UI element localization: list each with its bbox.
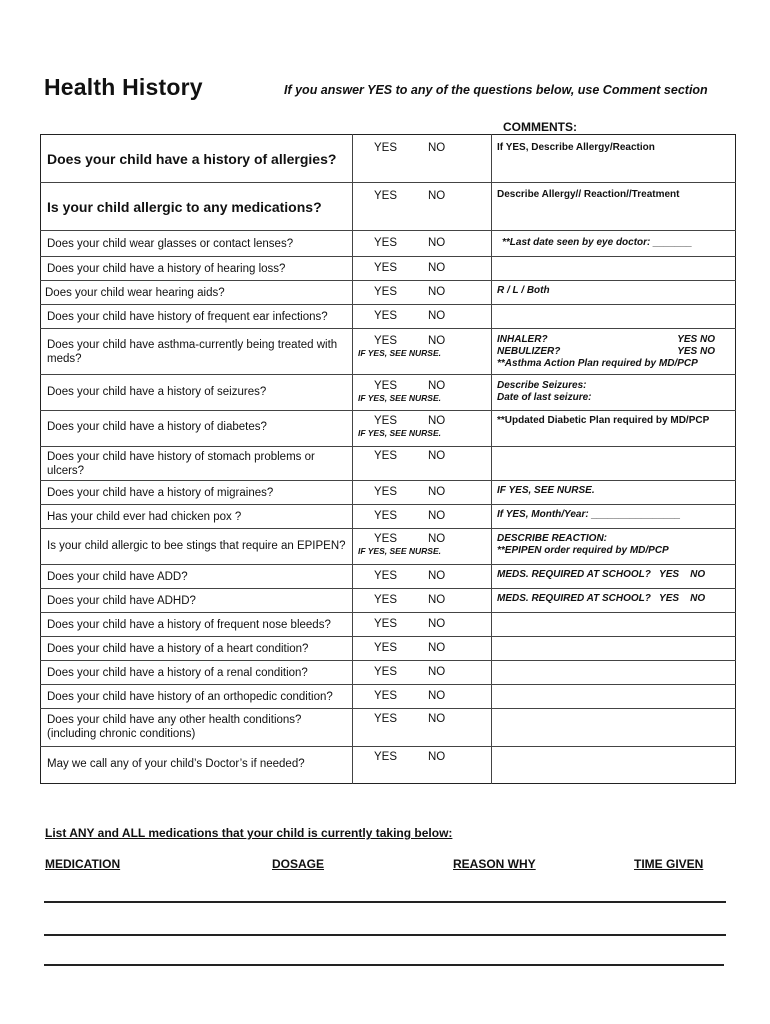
medication-entry-line[interactable] xyxy=(44,964,724,966)
no-option[interactable]: NO xyxy=(428,642,446,654)
yes-option[interactable]: YES xyxy=(374,190,398,202)
question-row xyxy=(40,660,736,684)
comment-line xyxy=(497,346,729,358)
comment-text xyxy=(497,380,729,404)
question-row xyxy=(40,182,736,230)
no-option[interactable]: NO xyxy=(428,262,446,274)
yes-option[interactable]: YES xyxy=(374,310,398,322)
no-option[interactable]: NO xyxy=(428,751,446,763)
question-row xyxy=(40,328,736,374)
question-row xyxy=(40,588,736,612)
comment-text: IF YES, SEE NURSE. xyxy=(497,485,595,496)
yes-option[interactable]: YES xyxy=(374,713,398,725)
no-option[interactable]: NO xyxy=(428,450,446,462)
see-nurse-note: IF YES, SEE NURSE. xyxy=(358,428,441,438)
yes-option[interactable]: YES xyxy=(374,594,398,606)
no-option[interactable]: NO xyxy=(428,690,446,702)
no-option[interactable]: NO xyxy=(428,335,446,347)
inhaler-yes-no: YES NO xyxy=(677,334,715,345)
no-option[interactable]: NO xyxy=(428,310,446,322)
question-text: Does your child wear glasses or contact lenses? xyxy=(47,238,294,250)
comment-line xyxy=(497,334,729,346)
yes-option[interactable]: YES xyxy=(374,286,398,298)
yes-option[interactable]: YES xyxy=(374,262,398,274)
question-row xyxy=(40,612,736,636)
yes-option[interactable]: YES xyxy=(374,486,398,498)
question-row xyxy=(40,708,736,746)
page-title: Health History xyxy=(44,74,203,100)
nebulizer-yes-no: YES NO xyxy=(677,346,715,357)
yes-option[interactable]: YES xyxy=(374,642,398,654)
question-row xyxy=(40,280,736,304)
see-nurse-note: IF YES, SEE NURSE. xyxy=(358,393,441,403)
question-row xyxy=(40,256,736,280)
yes-option[interactable]: YES xyxy=(374,237,398,249)
question-row xyxy=(40,230,736,256)
no-option[interactable]: NO xyxy=(428,666,446,678)
comment-line: DESCRIBE REACTION: xyxy=(497,533,608,544)
question-row xyxy=(40,528,736,564)
question-text: Does your child have history of stomach problems or ulcers? xyxy=(47,451,315,477)
question-text: Is your child allergic to any medications? xyxy=(47,199,322,215)
comment-line: Date of last seizure: xyxy=(497,392,592,403)
yes-option[interactable]: YES xyxy=(374,533,398,545)
question-text: Is your child allergic to bee stings that require an EPIPEN? xyxy=(47,540,346,552)
question-text: Does your child have a history of seizures? xyxy=(47,386,267,398)
yes-option[interactable]: YES xyxy=(374,335,398,347)
no-option[interactable]: NO xyxy=(428,533,446,545)
yes-option[interactable]: YES xyxy=(374,690,398,702)
yes-option[interactable]: YES xyxy=(374,570,398,582)
no-option[interactable]: NO xyxy=(428,570,446,582)
question-row xyxy=(40,446,736,480)
no-option[interactable]: NO xyxy=(428,380,446,392)
medication-entry-line[interactable] xyxy=(44,901,726,903)
comment-line: **Asthma Action Plan required by MD/PCP xyxy=(497,358,698,369)
question-row xyxy=(40,564,736,588)
comment-line: Describe Seizures: xyxy=(497,380,587,391)
comment-text: **Last date seen by eye doctor: _______ xyxy=(502,237,693,248)
dosage-column-header: DOSAGE xyxy=(272,857,325,871)
question-text: Does your child have a history of allergies? xyxy=(47,151,337,167)
comment-text xyxy=(497,334,729,370)
no-option[interactable]: NO xyxy=(428,237,446,249)
no-option[interactable]: NO xyxy=(428,618,446,630)
question-text: Does your child have a history of diabetes? xyxy=(47,421,267,433)
question-row xyxy=(40,504,736,528)
question-row xyxy=(40,410,736,446)
see-nurse-note: IF YES, SEE NURSE. xyxy=(358,546,441,556)
no-option[interactable]: NO xyxy=(428,713,446,725)
comment-text: If YES, Month/Year: ________________ xyxy=(497,509,681,520)
no-option[interactable]: NO xyxy=(428,486,446,498)
nebulizer-label: NEBULIZER? xyxy=(497,346,561,357)
question-row xyxy=(40,480,736,504)
yes-option[interactable]: YES xyxy=(374,666,398,678)
comment-text: If YES, Describe Allergy/Reaction xyxy=(497,142,655,153)
no-option[interactable]: NO xyxy=(428,142,446,154)
question-text: Does your child have ADHD? xyxy=(47,595,196,607)
question-row xyxy=(40,684,736,708)
yes-option[interactable]: YES xyxy=(374,380,398,392)
comments-header: COMMENTS: xyxy=(503,120,577,134)
inhaler-label: INHALER? xyxy=(497,334,548,345)
comment-text: **Updated Diabetic Plan required by MD/PCP xyxy=(497,415,710,426)
question-text: Does your child have any other health conditions? (including chronic conditions) xyxy=(47,714,302,740)
question-row xyxy=(40,746,736,784)
question-text: Does your child have a history of frequent nose bleeds? xyxy=(47,619,331,631)
time-given-column-header: TIME GIVEN xyxy=(634,857,704,871)
yes-option[interactable]: YES xyxy=(374,142,398,154)
question-text: May we call any of your child’s Doctor’s if needed? xyxy=(47,758,305,770)
question-text: Does your child have a history of a heart condition? xyxy=(47,643,309,655)
question-text: Has your child ever had chicken pox ? xyxy=(47,511,242,523)
comment-text: Describe Allergy// Reaction//Treatment xyxy=(497,189,680,200)
no-option[interactable]: NO xyxy=(428,594,446,606)
question-text: Does your child have history of an orthopedic condition? xyxy=(47,691,333,703)
see-nurse-note: IF YES, SEE NURSE. xyxy=(358,348,441,358)
yes-option[interactable]: YES xyxy=(374,450,398,462)
medications-title: List ANY and ALL medications that your child is currently taking below: xyxy=(45,826,453,840)
no-option[interactable]: NO xyxy=(428,286,446,298)
yes-option[interactable]: YES xyxy=(374,415,398,427)
instruction-text: If you answer YES to any of the questions below, use Comment section xyxy=(284,83,708,97)
comment-line: **EPIPEN order required by MD/PCP xyxy=(497,545,669,556)
no-option[interactable]: NO xyxy=(428,510,446,522)
question-text: Does your child have asthma-currently being treated with meds? xyxy=(47,339,338,365)
comment-text: MEDS. REQUIRED AT SCHOOL? YES NO xyxy=(497,569,706,580)
health-history-table xyxy=(40,134,736,784)
question-text: Does your child have ADD? xyxy=(47,571,188,583)
question-text: Does your child have a history of hearing loss? xyxy=(47,263,286,275)
comment-text xyxy=(497,533,729,557)
question-row xyxy=(40,304,736,328)
question-text: Does your child wear hearing aids? xyxy=(45,287,225,299)
no-option[interactable]: NO xyxy=(428,415,446,427)
medication-column-header: MEDICATION xyxy=(45,857,121,871)
yes-option[interactable]: YES xyxy=(374,510,398,522)
no-option[interactable]: NO xyxy=(428,190,446,202)
reason-column-header: REASON WHY xyxy=(453,857,536,871)
yes-option[interactable]: YES xyxy=(374,751,398,763)
question-text: Does your child have a history of a renal condition? xyxy=(47,667,308,679)
comment-text: MEDS. REQUIRED AT SCHOOL? YES NO xyxy=(497,593,706,604)
question-text: Does your child have history of frequent ear infections? xyxy=(47,311,328,323)
yes-option[interactable]: YES xyxy=(374,618,398,630)
question-row xyxy=(40,374,736,410)
medication-entry-line[interactable] xyxy=(44,934,726,936)
comment-text: R / L / Both xyxy=(497,285,550,296)
question-row xyxy=(40,134,736,182)
question-text: Does your child have a history of migraines? xyxy=(47,487,274,499)
question-row xyxy=(40,636,736,660)
